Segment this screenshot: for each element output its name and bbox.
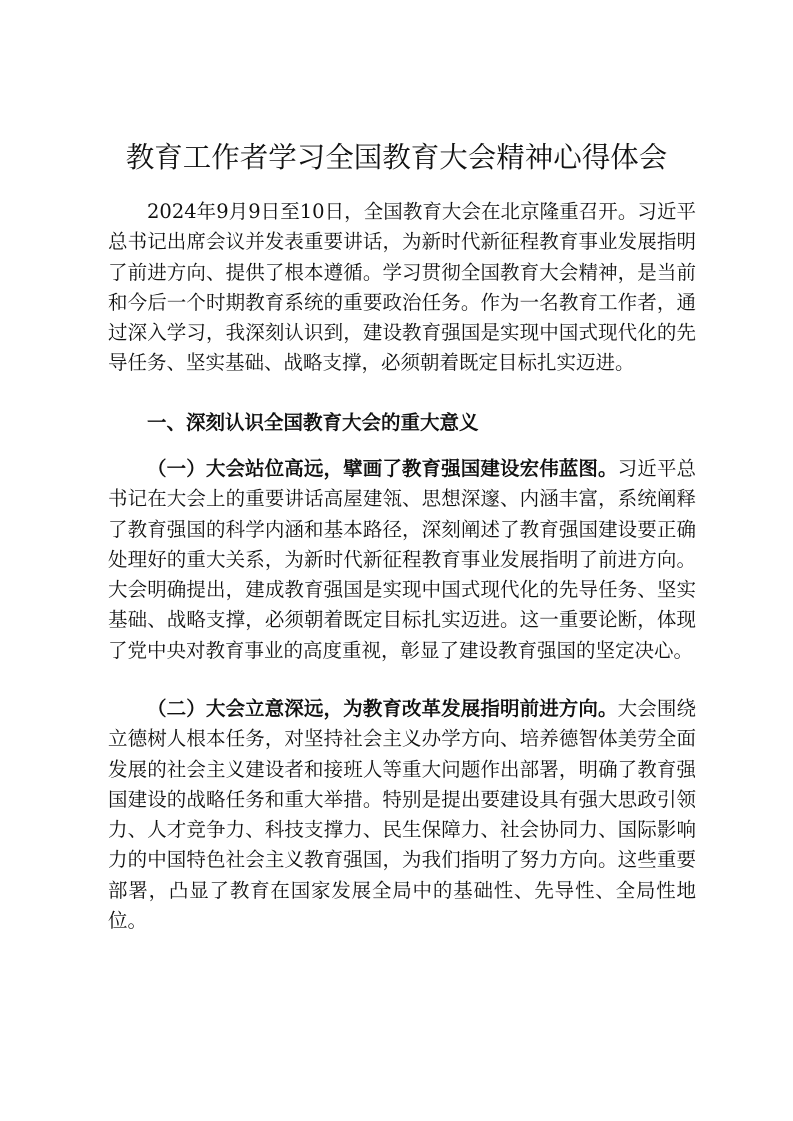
paragraph-body-2: 大会围绕立德树人根本任务，对坚持社会主义办学方向、培养德智体美劳全面发展的社会主义建设者和接班人等重大问题作出部署，明确了教育强国建设的战略任务和重大举措。特别是提出要建设具有强大思政引领力、人才竞争力、科技支撑力、民生保障力、社会协同力、国际影响力的中国特色社会主义教育强国，为我们指明了努力方向。这些重要部署，凸显了教育在国家发展全局中的基础性、先导性、全局性地位。: [108, 697, 696, 933]
paragraph-section-1-1: [108, 454, 696, 666]
section-heading-1: 一、深刻认识全国教育大会的重大意义: [147, 411, 479, 434]
paragraph-lead-2: （二）大会立意深远，为教育改革发展指明前进方向。: [147, 697, 618, 720]
paragraph-body-1: 习近平总书记在大会上的重要讲话高屋建瓴、思想深邃、内涵丰富，系统阐释了教育强国的科学内涵和基本路径，深刻阐述了教育强国建设要正确处理好的重大关系，为新时代新征程教育事业发展指明了前进方向。大会明确提出，建成教育强国是实现中国式现代化的先导任务、坚实基础、战略支撑，必须朝着既定目标扎实迈进。这一重要论断，体现了党中央对教育事业的高度重视，彰显了建设教育强国的坚定决心。: [108, 457, 696, 662]
paragraph-intro: 2024年9月9日至10日，全国教育大会在北京隆重召开。习近平总书记出席会议并发表重要讲话，为新时代新征程教育事业发展指明了前进方向、提供了根本遵循。学习贯彻全国教育大会精神，是当前和今后一个时期教育系统的重要政治任务。作为一名教育工作者，通过深入学习，我深刻认识到，建设教育强国是实现中国式现代化的先导任务、坚实基础、战略支撑，必须朝着既定目标扎实迈进。: [108, 200, 696, 375]
paragraph-lead-1: （一）大会站位高远，擘画了教育强国建设宏伟蓝图。: [147, 457, 618, 480]
paragraph-section-1-2: [108, 694, 696, 936]
document-title: 教育工作者学习全国教育大会精神心得体会: [125, 141, 668, 174]
